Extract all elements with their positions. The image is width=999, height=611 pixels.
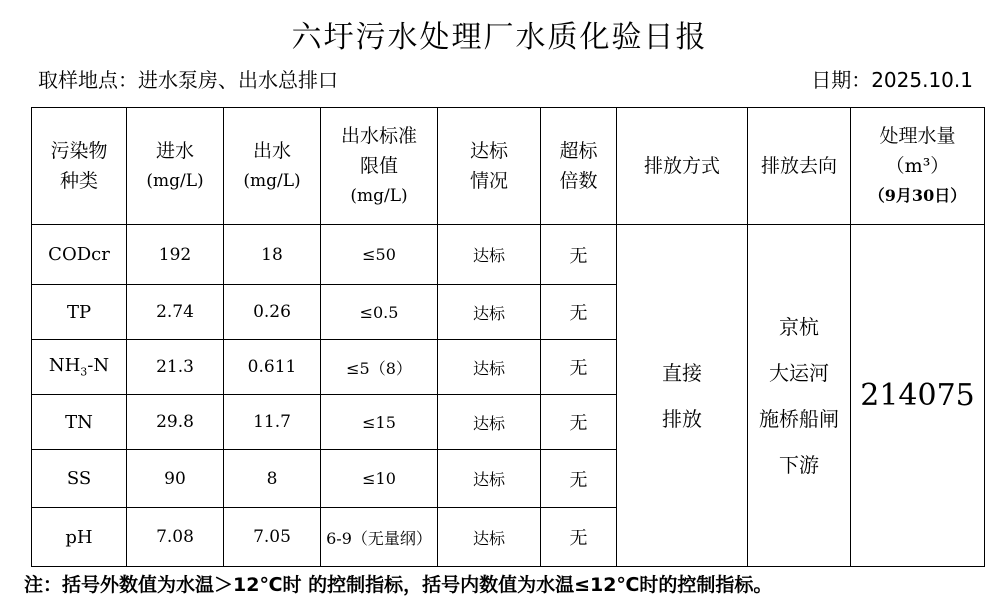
pollutant-cell: CODcr bbox=[32, 225, 127, 285]
header-inflow: 进水 (mg/L) bbox=[127, 108, 224, 225]
standard-cell: ≤50 bbox=[321, 225, 438, 285]
pollutant-cell: SS bbox=[32, 450, 127, 508]
outflow-cell: 0.611 bbox=[224, 340, 321, 395]
standard-cell: ≤5（8） bbox=[321, 340, 438, 395]
header-row bbox=[32, 108, 985, 225]
status-cell: 达标 bbox=[438, 340, 541, 395]
outflow-cell: 8 bbox=[224, 450, 321, 508]
inflow-cell: 7.08 bbox=[127, 508, 224, 567]
status-cell: 达标 bbox=[438, 225, 541, 285]
sampling-location: 取样地点：进水泵房、出水总排口 bbox=[38, 68, 338, 92]
standard-cell: ≤10 bbox=[321, 450, 438, 508]
outflow-cell: 0.26 bbox=[224, 285, 321, 340]
header-status: 达标 情况 bbox=[438, 108, 541, 225]
pollutant-cell: TN bbox=[32, 395, 127, 450]
exceed-cell: 无 bbox=[541, 450, 617, 508]
header-discharge-method: 排放方式 bbox=[617, 108, 748, 225]
exceed-cell: 无 bbox=[541, 340, 617, 395]
report-date: 日期：2025.10.1 bbox=[811, 68, 973, 92]
outflow-cell: 11.7 bbox=[224, 395, 321, 450]
inflow-cell: 2.74 bbox=[127, 285, 224, 340]
status-cell: 达标 bbox=[438, 395, 541, 450]
inflow-cell: 21.3 bbox=[127, 340, 224, 395]
inflow-cell: 192 bbox=[127, 225, 224, 285]
outflow-cell: 18 bbox=[224, 225, 321, 285]
exceed-cell: 无 bbox=[541, 285, 617, 340]
pollutant-cell: TP bbox=[32, 285, 127, 340]
discharge-destination-cell: 京杭 大运河 施桥船闸 下游 bbox=[748, 225, 851, 567]
table-row bbox=[32, 225, 985, 285]
water-quality-table bbox=[31, 107, 985, 567]
status-cell: 达标 bbox=[438, 285, 541, 340]
header-volume: 处理水量 （m³） （9月30日） bbox=[851, 108, 985, 225]
header-outflow: 出水 (mg/L) bbox=[224, 108, 321, 225]
inflow-cell: 29.8 bbox=[127, 395, 224, 450]
pollutant-cell: pH bbox=[32, 508, 127, 567]
status-cell: 达标 bbox=[438, 508, 541, 567]
report-title: 六圩污水处理厂水质化验日报 bbox=[291, 20, 708, 55]
footnote: 注：括号外数值为水温＞12℃时 的控制指标，括号内数值为水温≤12℃时的控制指标。 bbox=[24, 574, 773, 596]
header-exceed: 超标 倍数 bbox=[541, 108, 617, 225]
header-discharge-destination: 排放去向 bbox=[748, 108, 851, 225]
inflow-cell: 90 bbox=[127, 450, 224, 508]
exceed-cell: 无 bbox=[541, 225, 617, 285]
status-cell: 达标 bbox=[438, 450, 541, 508]
standard-cell: ≤15 bbox=[321, 395, 438, 450]
treated-volume-cell: 214075 bbox=[851, 225, 985, 567]
discharge-method-cell: 直接 排放 bbox=[617, 225, 748, 567]
exceed-cell: 无 bbox=[541, 508, 617, 567]
header-pollutant: 污染物 种类 bbox=[32, 108, 127, 225]
pollutant-cell: $NH_3-N$ bbox=[32, 340, 127, 395]
header-standard: 出水标准 限值 (mg/L) bbox=[321, 108, 438, 225]
standard-cell: 6-9（无量纲） bbox=[321, 508, 438, 567]
exceed-cell: 无 bbox=[541, 395, 617, 450]
standard-cell: ≤0.5 bbox=[321, 285, 438, 340]
outflow-cell: 7.05 bbox=[224, 508, 321, 567]
